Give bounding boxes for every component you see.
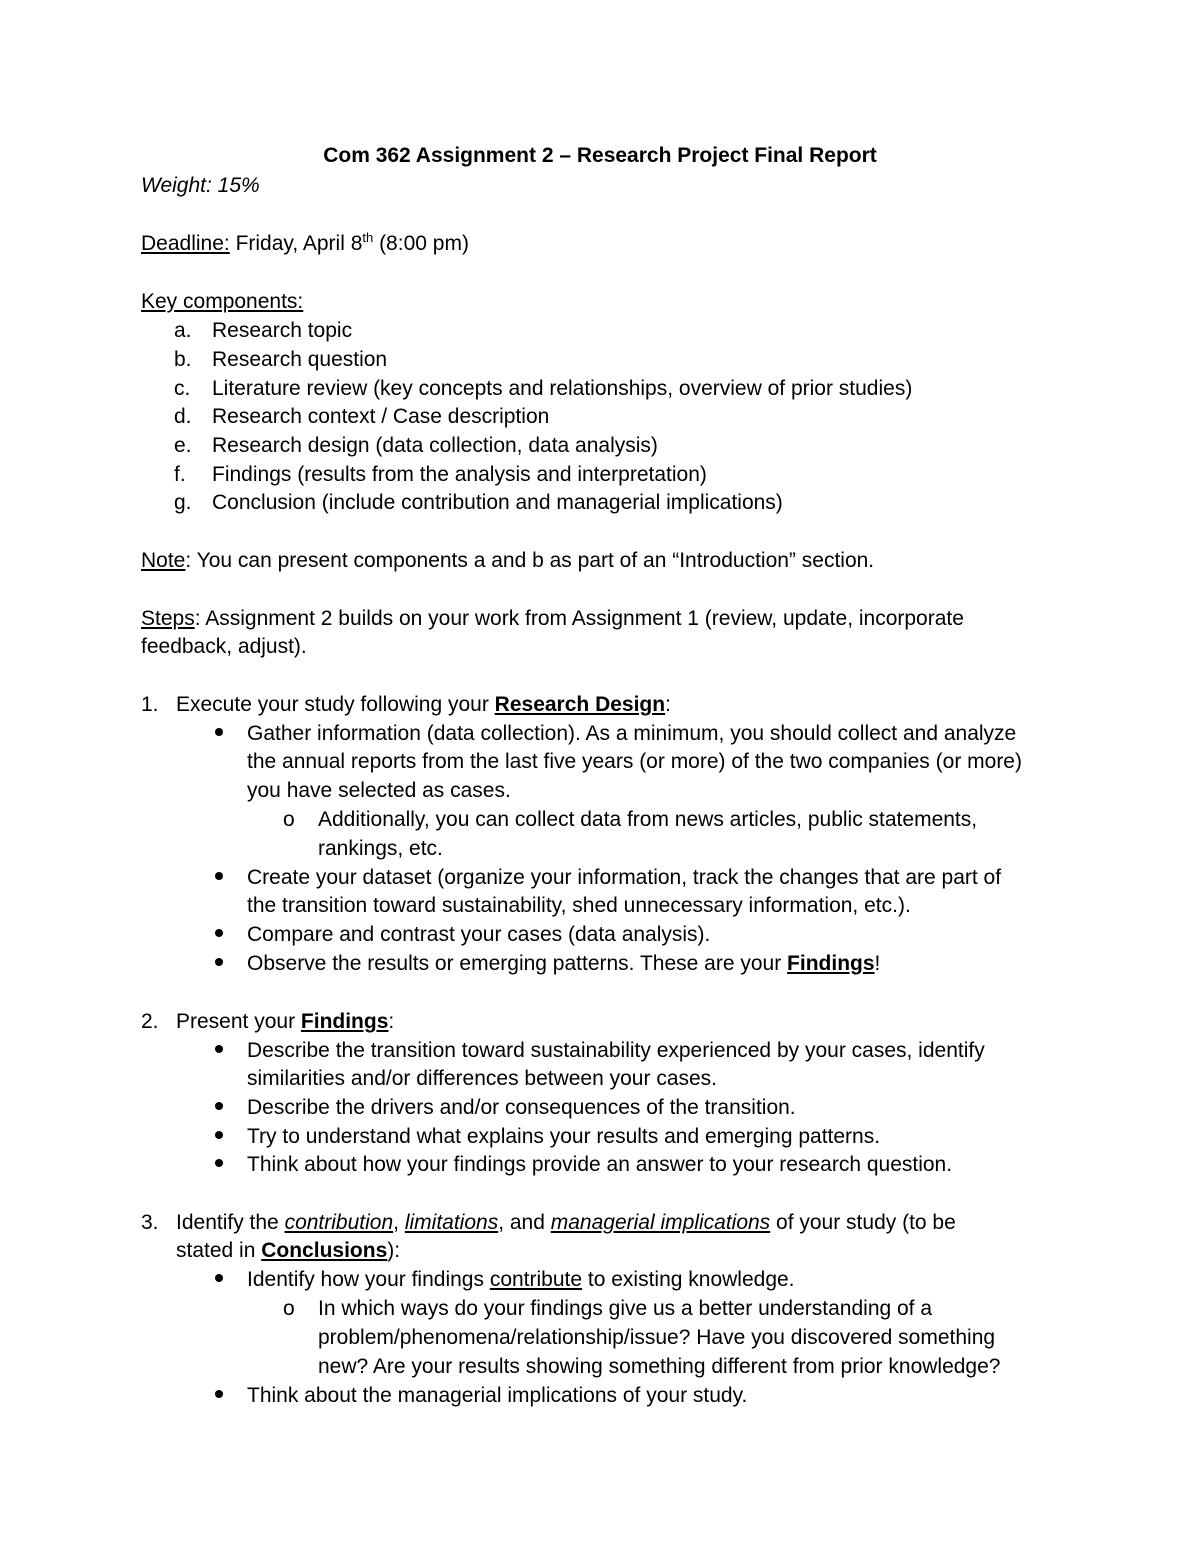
bullet-text-part: ! bbox=[874, 952, 881, 975]
component-item: Literature review (key concepts and relationships, overview of prior studies) bbox=[212, 377, 913, 400]
bullet-icon bbox=[215, 1102, 223, 1110]
step3-text: , bbox=[393, 1211, 405, 1234]
step3-heading-continued bbox=[176, 1236, 400, 1265]
step-number: 3. bbox=[141, 1211, 159, 1234]
component-item: Research design (data collection, data analysis) bbox=[212, 434, 658, 457]
deadline-line bbox=[141, 229, 469, 258]
bullet-text: Try to understand what explains your results and emerging patterns. bbox=[247, 1125, 881, 1148]
bullet-icon bbox=[215, 1045, 223, 1053]
bullet-icon bbox=[215, 929, 223, 937]
component-marker: f. bbox=[174, 463, 186, 486]
findings-emphasis: Findings bbox=[300, 1010, 389, 1033]
component-marker: d. bbox=[174, 405, 192, 428]
bullet-text bbox=[247, 949, 880, 978]
bullet-icon bbox=[215, 728, 223, 736]
bullet-icon bbox=[215, 1274, 223, 1282]
step1-heading bbox=[176, 690, 671, 719]
component-item: Research context / Case description bbox=[212, 405, 550, 428]
steps-text: : Assignment 2 builds on your work from Assignment 1 (review, update, incorporate bbox=[194, 607, 964, 630]
bullet-text: Describe the drivers and/or consequences of the transition. bbox=[247, 1096, 796, 1119]
sub-bullet-text: In which ways do your findings give us a better understanding of a bbox=[318, 1297, 933, 1320]
weight-line: Weight: 15% bbox=[141, 174, 260, 197]
bullet-icon bbox=[215, 1390, 223, 1398]
limitations-emphasis: limitations bbox=[404, 1211, 499, 1234]
step3-text: of your study (to be bbox=[770, 1211, 956, 1234]
step3-text: Identify the bbox=[176, 1211, 285, 1234]
sub-bullet-icon: o bbox=[283, 808, 295, 831]
research-design-emphasis: Research Design bbox=[494, 693, 666, 716]
bullet-text: Think about the managerial implications of your study. bbox=[247, 1384, 748, 1407]
step-number: 1. bbox=[141, 693, 159, 716]
contribution-emphasis: contribution bbox=[284, 1211, 394, 1234]
deadline-superscript: th bbox=[362, 230, 374, 245]
sub-bullet-text: Additionally, you can collect data from news articles, public statements, bbox=[318, 808, 978, 831]
component-item: Research question bbox=[212, 348, 388, 371]
steps-label: Steps bbox=[141, 607, 195, 630]
component-marker: a. bbox=[174, 319, 192, 342]
note-text: : You can present components a and b as part of an “Introduction” section. bbox=[185, 549, 875, 572]
bullet-icon bbox=[215, 1131, 223, 1139]
step2-heading-text: Present your bbox=[176, 1010, 301, 1033]
bullet-icon bbox=[215, 1159, 223, 1167]
bullet-icon bbox=[215, 958, 223, 966]
step3-text: ): bbox=[387, 1239, 401, 1262]
deadline-text: Friday, April 8 bbox=[229, 232, 363, 255]
bullet-text-part: to existing knowledge. bbox=[582, 1268, 795, 1291]
step1-heading-text: Execute your study following your bbox=[176, 693, 495, 716]
note-label: Note bbox=[141, 549, 186, 572]
step2-heading-colon: : bbox=[388, 1010, 395, 1033]
steps-line bbox=[141, 604, 964, 633]
bullet-text: Think about how your findings provide an answer to your research question. bbox=[247, 1153, 953, 1176]
step-number: 2. bbox=[141, 1010, 159, 1033]
step3-text: , and bbox=[498, 1211, 551, 1234]
note-line bbox=[141, 546, 874, 575]
component-marker: g. bbox=[174, 491, 192, 514]
bullet-text: similarities and/or differences between your cases. bbox=[247, 1067, 718, 1090]
component-marker: e. bbox=[174, 434, 192, 457]
component-marker: c. bbox=[174, 377, 191, 400]
sub-bullet-text: problem/phenomena/relationship/issue? Have you discovered something bbox=[318, 1326, 996, 1349]
step1-heading-colon: : bbox=[665, 693, 671, 716]
component-item: Conclusion (include contribution and managerial implications) bbox=[212, 491, 783, 514]
sub-bullet-text: rankings, etc. bbox=[318, 837, 443, 860]
component-item: Research topic bbox=[212, 319, 353, 342]
deadline-label: Deadline: bbox=[141, 232, 230, 255]
step3-heading bbox=[176, 1208, 956, 1237]
document-title: Com 362 Assignment 2 – Research Project Final Report bbox=[323, 144, 877, 167]
bullet-text-part: Identify how your findings bbox=[247, 1268, 490, 1291]
component-item: Findings (results from the analysis and interpretation) bbox=[212, 463, 707, 486]
conclusions-emphasis: Conclusions bbox=[261, 1239, 388, 1262]
step3-text: stated in bbox=[176, 1239, 262, 1262]
key-components-heading: Key components: bbox=[141, 290, 304, 313]
step2-heading bbox=[176, 1007, 394, 1036]
component-marker: b. bbox=[174, 348, 192, 371]
bullet-text: Create your dataset (organize your information, track the changes that are part of bbox=[247, 866, 1002, 889]
findings-emphasis: Findings bbox=[787, 952, 875, 975]
deadline-time: (8:00 pm) bbox=[373, 232, 469, 255]
bullet-text: you have selected as cases. bbox=[247, 779, 511, 802]
bullet-text: the transition toward sustainability, shed unnecessary information, etc.). bbox=[247, 894, 911, 917]
contribute-emphasis: contribute bbox=[489, 1268, 583, 1291]
sub-bullet-text: new? Are your results showing something different from prior knowledge? bbox=[318, 1355, 1001, 1378]
bullet-text bbox=[247, 1265, 795, 1294]
bullet-text: Compare and contrast your cases (data analysis). bbox=[247, 923, 711, 946]
bullet-text: Gather information (data collection). As a minimum, you should collect and analyze bbox=[247, 722, 1017, 745]
sub-bullet-icon: o bbox=[283, 1297, 295, 1320]
managerial-implications-emphasis: managerial implications bbox=[550, 1211, 771, 1234]
bullet-icon bbox=[215, 872, 223, 880]
bullet-text-part: Observe the results or emerging patterns. These are your bbox=[247, 952, 788, 975]
bullet-text: Describe the transition toward sustainability experienced by your cases, identify bbox=[247, 1039, 985, 1062]
bullet-text: the annual reports from the last five years (or more) of the two companies (or more) bbox=[247, 750, 1022, 773]
steps-line-continued: feedback, adjust). bbox=[141, 635, 307, 658]
